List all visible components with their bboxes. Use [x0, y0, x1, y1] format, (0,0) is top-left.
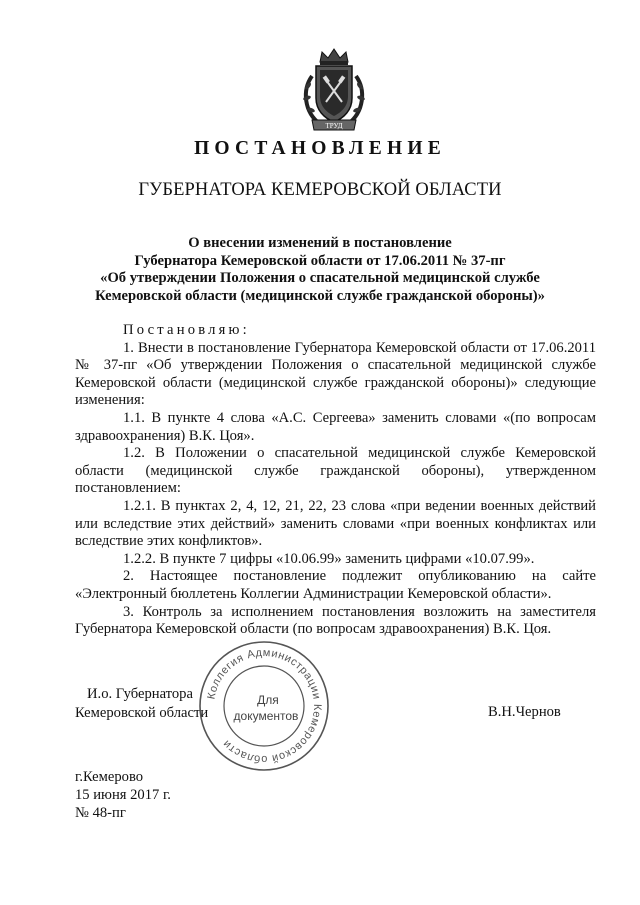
paragraph-1: 1. Внести в постановление Губернатора Кемеровской области от 17.06.2011 № 37-пг «Об утверждении Положения о спасательной медицинской службе Кемеровской области (медицинской службе гражданской обороны)» следующие изменения:	[75, 339, 596, 409]
document-number: № 48-пг	[75, 804, 126, 821]
subject-line: О внесении изменений в постановление	[188, 235, 452, 251]
official-stamp-icon	[196, 638, 332, 774]
stamp-center-line: документов	[233, 709, 299, 723]
resolve-word: Постановляю:	[123, 322, 250, 338]
document-body	[75, 322, 596, 639]
paragraph-2: 2. Настоящее постановление подлежит опубликованию на сайте «Электронный бюллетень Коллегии Администрации Кемеровской области».	[75, 568, 596, 602]
emblem-motto: ТРУД	[325, 122, 343, 130]
subject-line: «Об утверждении Положения о спасательной медицинской службе	[100, 270, 540, 286]
paragraph-3: 3. Контроль за исполнением постановления возложить на заместителя Губернатора Кемеровской области (по вопросам здравоохранения) В.К. Цоя.	[75, 603, 596, 638]
document-issuer: ГУБЕРНАТОРА КЕМЕРОВСКОЙ ОБЛАСТИ	[138, 180, 502, 200]
signatory-position-line: И.о. Губернатора	[87, 686, 193, 702]
paragraph-1-2: 1.2. В Положении о спасательной медицинской службе Кемеровской области (медицинской службе гражданской обороны), утвержденном постановлением:	[75, 445, 596, 497]
paragraph-1-2-1: 1.2.1. В пунктах 2, 4, 12, 21, 22, 23 слова «при ведении военных действий или вследствие этих действий» заменить словами «при военных конфликтах или вследствие этих конфликтов».	[75, 497, 596, 550]
document-kind-title: ПОСТАНОВЛЕНИЕ	[194, 138, 446, 159]
subject-line: Губернатора Кемеровской области от 17.06.2011 № 37-пг	[134, 252, 506, 269]
stamp-center-line: Для	[257, 693, 279, 707]
coat-of-arms-icon	[298, 46, 370, 134]
stamp-ring-text: Коллегия Администрации Кемеровской области	[205, 646, 324, 766]
paragraph-1-1: 1.1. В пункте 4 слова «А.С. Сергеева» заменить словами «(по вопросам здравоохранения) В.К. Цоя».	[75, 409, 596, 444]
signatory-position	[75, 685, 208, 723]
signatory-name: В.Н.Чернов	[488, 704, 561, 720]
issue-place: г.Кемерово	[75, 769, 144, 785]
document-subject	[60, 235, 580, 305]
subject-line: Кемеровской области (медицинской службе гражданской обороны)»	[95, 287, 545, 304]
document-footer	[75, 769, 171, 822]
issue-date: 15 июня 2017 г.	[75, 786, 171, 803]
signatory-position-line: Кемеровской области	[75, 705, 209, 721]
paragraph-1-2-2: 1.2.2. В пункте 7 цифры «10.06.99» заменить цифрами «10.07.99».	[123, 550, 535, 567]
